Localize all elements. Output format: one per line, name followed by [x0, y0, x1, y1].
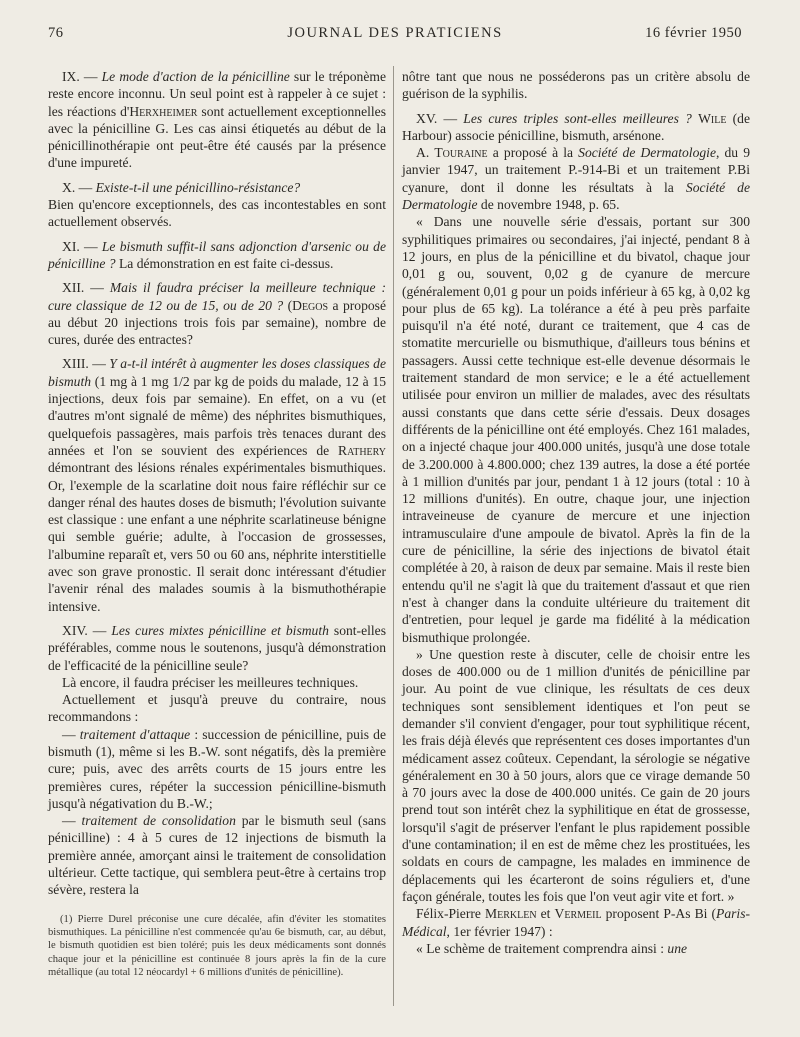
- quote-scheme: « Le schème de traitement comprendra ainsi : une: [416, 940, 688, 956]
- section-x: X. — Existe-t-il une pénicillino-résistance? Bien qu'encore exceptionnels, des cas incontestables en sont actuellement observés.: [48, 179, 386, 230]
- paragraph-traitement-attaque: — traitement d'attaque : succession de pénicilline, puis de bismuth (1), même si les B.-W. sont négatifs, dès la première cure; puis, avec des arrêts courts de 15 jours entre les premières cures, répéter la succession pénicilline-bismuth jusqu'à négativation du B.-W.;: [48, 726, 386, 811]
- page-number: 76: [48, 25, 64, 41]
- section-xiv: XIV. — Les cures mixtes pénicilline et bismuth sont-elles préférables, comme nous le soutenons, jusqu'à démonstration de l'efficacité de la pénicilline seule?: [48, 622, 386, 673]
- footnote: (1) Pierre Durel préconise une cure décalée, afin d'éviter les stomatites bismuthiques. La pénicilline n'est commencée qu'au 6e bismuth, car, au début, le bismuth quotidien est bien toléré; puis les deux médicaments sont donnés chaque jour et la pénicilline est continuée 8 jours après la fin de la cure métallique (au total 12 néocardyl + 6 millions d'unités de pénicilline).: [48, 913, 386, 978]
- quote-question: » Une question reste à discuter, celle de choisir entre les doses de 400.000 ou de 1 million d'unités de pénicilline par jour. Au point de vue clinique, les résultats de ces deux techniques sont sensiblement identiques et l'on peut se demander s'il convient d'engager, pour tout syphilitique récent, les frais déjà élevés que représentent ces doses importantes d'un médicament assez coûteux. Cependant, la sérologie se négative généralement en 30 à 50 jours, alors que ce virage demande 50 à 70 jours avec la dose de 400.000 unités. Ce gain de 20 jours prend tout son intérêt chez la syphilitique en état de grossesse, lorsqu'il s'agit de préserver l'enfant le plus rapidement possible d'une contamination; il en est de même chez les prostituées, les soldats en cours de campagne, les malades en imminence de déplacements qui les écarteront de soins réguliers et, d'une façon générale, toutes les fois que l'on veut agir vite et fort. »: [402, 646, 750, 904]
- section-xv: XV. — Les cures triples sont-elles meilleures ? Wile (de Harbour) associe pénicilline, bismuth, arsénone.: [402, 110, 751, 143]
- paragraph-traitement-consolidation: — traitement de consolidation par le bismuth seul (sans pénicilline) : 4 à 5 cures de 12 injections de bismuth la première année, amorçant ainsi le traitement de consolidation ultérieur. Cette tactique, qui semblera peut-être à certains trop sévère, restera la: [48, 813, 386, 898]
- section-xii: XII. — Mais il faudra préciser la meilleure technique : cure classique de 12 ou de 15, ou de 20 ? (Degos a proposé au début 20 injections trois fois par semaine), nombre de cures, durée des entractes?: [48, 280, 386, 348]
- column-divider: [393, 66, 394, 1006]
- quote-nouvelle-serie: « Dans une nouvelle série d'essais, portant sur 300 syphilitiques primaires ou secondaires, j'ai injecté, pendant 8 à 12 jours, en plus de la pénicilline et du bivatol, chaque jour 0,01 g ou, souvent, 0,02 g de cyanure de mercure (généralement 0,01 g pour un poids inférieur à 65 kg, à 0,02 kg pour plus de 65 kg). La tolérance a été à peu près parfaite puisqu'il n'a été noté, durant ce traitement, que 4 cas de stomatite mercurielle ou bismuthique, d'ailleurs tous bénins et passagers. Aussi cette technique est-elle devenue désormais le traitement standard de mon service; e le a été actuellement utilisée pour environ un millier de malades, avec des résultats aussi constants que dans cette série d'essais. Deux dosages différents de la pénicilline ont été employés. Chez 161 malades, on a injecté chaque jour 400.000 unités, jusqu'à une dose totale de 3.200.000 à 4.800.000; chez 139 autres, la dose a été portée à 1 million d'unités par jour, pendant 1 à 12 jours (total : 10 à 12 millions d'unités). En outre, chaque jour, une injection intraveineuse de cyanure de mercure et une injection intramusculaire d'une ampoule de bivatol. Après la fin de la cure de pénicilline, la série des injections de bivatol était complétée à 20, à raison de deux par semaine. Mais il reste bien entendu qu'il ne s'agit là que du traitement d'assaut et que rien n'est à changer dans la conduite ultérieure du traitement dit d'entretien, pour lequel je garde ma fidélité à la médication bismuthique prolongée.: [402, 214, 750, 645]
- left-column: [48, 68, 386, 986]
- right-column: [402, 68, 750, 964]
- paragraph-touraine: A. Touraine a proposé à la Société de Dermatologie, du 9 janvier 1947, un traitement P.-914-Bi et un traitement P.Bi cyanure, dont il donne les résultats à la Société de Dermatologie de novembre 1948, p. 65.: [402, 145, 751, 213]
- paragraph-actuellement: Actuellement et jusqu'à preuve du contraire, nous recommandons :: [48, 692, 386, 725]
- section-xi: XI. — Le bismuth suffit-il sans adjonction d'arsenic ou de pénicilline ? La démonstration en est faite ci-dessus.: [48, 238, 386, 271]
- paragraph-encore: Là encore, il faudra préciser les meilleures techniques.: [62, 674, 359, 690]
- section-ix: IX. — Le mode d'action de la pénicilline sur le tréponème reste encore inconnu. Un seul point est à rappeler à ce sujet : les réactions d'Herxheimer sont actuellement exceptionnelles avec la pénicilline G. Les cas ainsi étiquetés au début de la pénicillinothérapie ont peut-être été causés par la présence d'une impureté.: [48, 69, 386, 171]
- section-xiii: XIII. — Y a-t-il intérêt à augmenter les doses classiques de bismuth (1 mg à 1 mg 1/2 par kg de poids du malade, 12 à 15 injections, deux fois par semaine). En effet, on a vu (et d'autres m'ont signalé de même) des néphrites bismuthiques, quelquefois passagères, mais parfois très tenaces durant des années et l'on se souvient des expériences de Rathery démontrant des lésions rénales expérimentales bismuthiques. Or, l'exemple de la scarlatine doit nous faire réfléchir sur ce danger rénal des hautes doses de bismuth; l'évolution suivante est classique : une enfant a une néphrite scarlatineuse bénigne qui semble guérie; adulte, à l'occasion de grossesses, l'albumine reparaît et, vers 50 ou 60 ans, néphrite interstitielle avec son grave pronostic. Il serait donc intéressant d'étudier l'avenir rénal des malades soumis à la bismuthothérapie intensive.: [48, 356, 386, 614]
- issue-date: 16 février 1950: [645, 25, 742, 41]
- page-header: [48, 25, 742, 47]
- journal-title: JOURNAL DES PRATICIENS: [287, 25, 503, 41]
- paragraph-merklen-vermeil: Félix-Pierre Merklen et Vermeil proposent P-As Bi (Paris-Médical, 1er février 1947) :: [402, 906, 751, 939]
- paragraph-notre: nôtre tant que nous ne posséderons pas un critère absolu de guérison de la syphilis.: [402, 69, 750, 102]
